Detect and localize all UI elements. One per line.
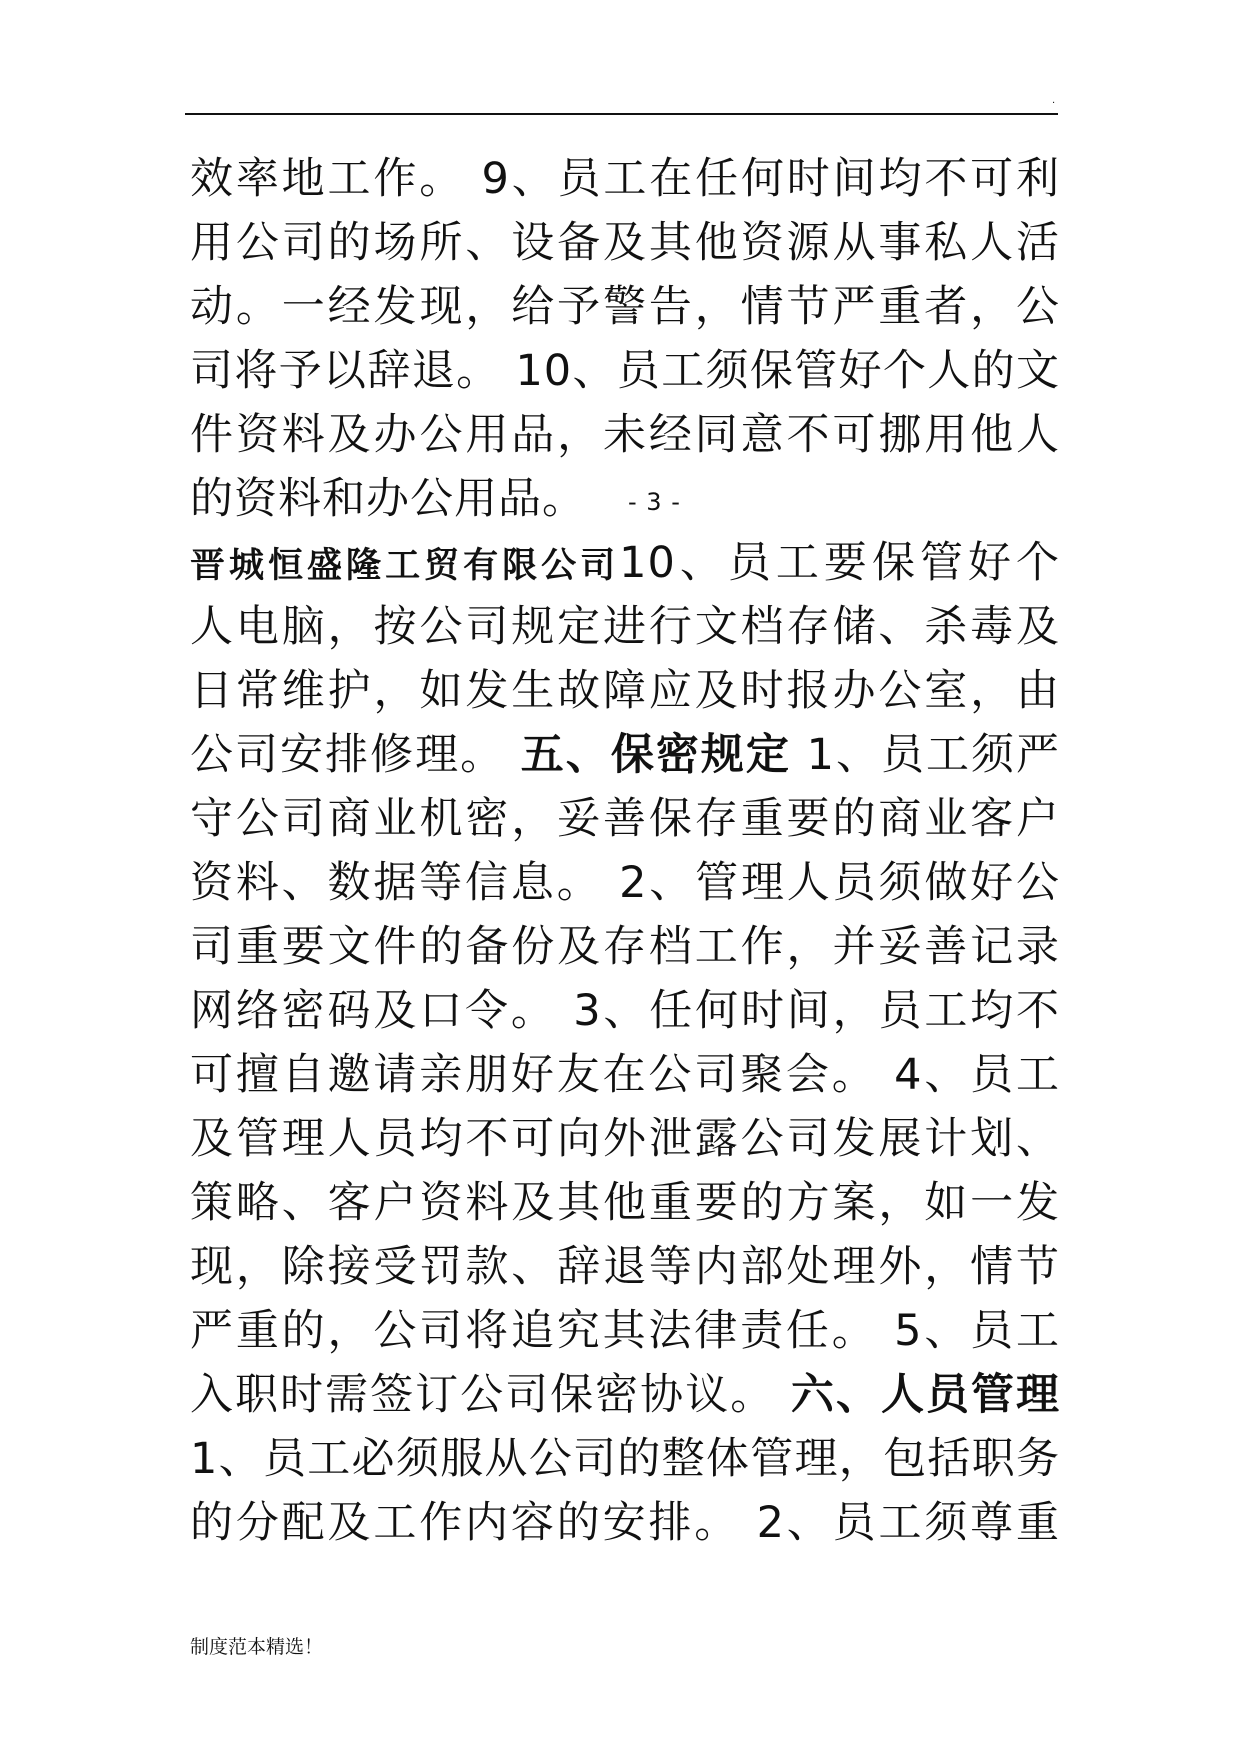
body-text: 入职时需签订公司保密协议。	[190, 1370, 791, 1420]
body-line-with-heading	[190, 1363, 1060, 1427]
page-number: - 3 -	[628, 487, 681, 516]
body-text: 1、员工须严	[790, 730, 1061, 780]
body-text: 公司安排修理。	[190, 730, 521, 780]
body-line-with-company	[190, 531, 1060, 595]
body-line: 动。一经发现，给予警告，情节严重者，公	[190, 282, 1060, 332]
body-line-with-page-number	[190, 467, 1060, 531]
footer-note: 制度范本精选！	[190, 1636, 324, 1658]
body-line: 策略、客户资料及其他重要的方案，如一发	[190, 1178, 1060, 1228]
body-line: 件资料及办公用品，未经同意不可挪用他人	[190, 410, 1060, 460]
body-line: 的分配及工作内容的安排。 2、员工须尊重	[190, 1498, 1060, 1548]
body-line: 1、员工必须服从公司的整体管理，包括职务	[190, 1434, 1060, 1484]
body-line: 日常维护，如发生故障应及时报办公室，由	[190, 666, 1060, 716]
company-name: 晋城恒盛隆工贸有限公司	[190, 546, 620, 586]
body-line: 严重的，公司将追究其法律责任。 5、员工	[190, 1306, 1060, 1356]
body-line: 网络密码及口令。 3、任何时间，员工均不	[190, 986, 1060, 1036]
body-line: 司将予以辞退。 10、员工须保管好个人的文	[190, 346, 1060, 396]
body-line: 可擅自邀请亲朋好友在公司聚会。 4、员工	[190, 1050, 1060, 1100]
header-mark: .	[1052, 95, 1056, 106]
document-body	[190, 147, 1060, 1555]
body-text: 的资料和办公用品。	[190, 474, 586, 524]
body-line: 及管理人员均不可向外泄露公司发展计划、	[190, 1114, 1060, 1164]
body-line: 用公司的场所、设备及其他资源从事私人活	[190, 218, 1060, 268]
body-line: 人电脑，按公司规定进行文档存储、杀毒及	[190, 602, 1060, 652]
section-heading: 六、人员管理	[790, 1370, 1061, 1420]
body-text: 10、员工要保管好个	[619, 538, 1060, 588]
body-line: 现，除接受罚款、辞退等内部处理外，情节	[190, 1242, 1060, 1292]
header-rule	[185, 113, 1058, 115]
body-line: 效率地工作。 9、员工在任何时间均不可利	[190, 154, 1060, 204]
section-heading: 五、保密规定	[520, 730, 791, 780]
body-line: 守公司商业机密，妥善保存重要的商业客户	[190, 794, 1060, 844]
body-line: 司重要文件的备份及存档工作，并妥善记录	[190, 922, 1060, 972]
body-line-with-heading	[190, 723, 1060, 787]
body-line: 资料、数据等信息。 2、管理人员须做好公	[190, 858, 1060, 908]
